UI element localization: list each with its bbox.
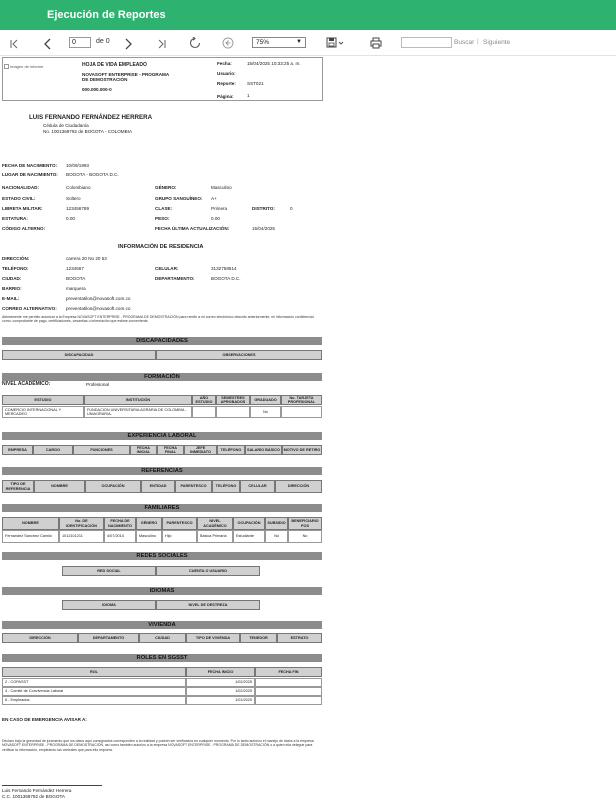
chevron-down-icon: ▼ — [296, 39, 302, 45]
last-page-button[interactable] — [156, 35, 168, 53]
phone-label: TELÉFONO: — [2, 266, 29, 271]
page-total: de 0 — [96, 38, 110, 45]
table-cell: No — [288, 530, 322, 543]
table-cell: 1/02/2025 — [186, 678, 255, 687]
col-telefono: TELÉFONO — [217, 445, 245, 455]
broken-image-icon — [4, 64, 9, 69]
col-viv-departamento: DEPARTAMENTO — [78, 633, 139, 643]
weight-value: 0.00 — [211, 216, 220, 221]
last-page-icon — [157, 39, 167, 49]
col-fam-parentesco: PARENTESCO — [162, 517, 197, 530]
col-cuenta: CUENTA O USUARIO — [156, 566, 260, 576]
col-viv-tenedor: TENEDOR — [240, 633, 277, 643]
col-fam-nombre: NOMBRE — [2, 517, 59, 530]
table-cell — [255, 696, 322, 705]
table-cell — [281, 406, 322, 418]
district-label: DISTRITO: — [252, 206, 275, 211]
alt-email-value: preventatilon@novasoft.com.co — [66, 306, 131, 311]
printer-icon — [370, 37, 382, 49]
col-cargo: CARGO — [33, 445, 73, 455]
table-cell — [216, 406, 250, 418]
col-telefono-ref: TELÉFONO — [212, 480, 240, 493]
page-number-input[interactable]: 0 — [69, 37, 91, 48]
table-cell: 1/02/2025 — [186, 687, 255, 696]
col-semestres: SEMESTRES APROBADOS — [216, 395, 250, 405]
report-viewer — [0, 56, 616, 808]
section-work-experience: EXPERIENCIA LABORAL — [2, 432, 322, 440]
gender-value: Masculino — [211, 185, 232, 190]
search-input[interactable] — [401, 37, 452, 48]
col-fecha-fin: FECHA FIN — [255, 667, 322, 677]
blood-group-value: A+ — [211, 196, 217, 201]
table-cell: 2 - COPASST — [2, 678, 186, 687]
document-title: HOJA DE VIDA EMPLEADO — [82, 62, 147, 68]
table-cell: Masculino — [136, 530, 162, 543]
birth-place-label: LUGAR DE NACIMIENTO: — [2, 172, 58, 177]
section-disabilities: DISCAPACIDADES — [2, 337, 322, 345]
section-housing: VIVIENDA — [2, 621, 322, 629]
mobile-value: 3132758614 — [211, 266, 237, 271]
meta-page-label: Página: — [217, 94, 234, 99]
table-cell: COMERCIO INTERNACIONAL Y MERCADEO — [2, 406, 84, 418]
col-viv-tipo: TIPO DE VIVIENDA — [186, 633, 240, 643]
alt-email-label: CORREO ALTERNATIVO: — [2, 306, 57, 311]
toolbar-separator: | — [477, 38, 479, 45]
neighborhood-value: marquera — [66, 286, 86, 291]
refresh-button[interactable] — [188, 34, 202, 52]
table-cell: Estudiante — [233, 530, 265, 543]
back-button[interactable] — [221, 34, 235, 52]
search-link[interactable]: Buscar — [454, 39, 475, 46]
address-value: carrera 20 No 20 53 — [66, 256, 107, 261]
section-education: FORMACIÓN — [2, 373, 322, 381]
table-cell: 6 - Empleados — [2, 696, 186, 705]
height-value: 0.00 — [66, 216, 75, 221]
meta-page-value: 1 — [247, 93, 250, 98]
section-languages: IDIOMAS — [2, 587, 322, 595]
table-cell: 1012101211 — [59, 530, 104, 543]
col-rol: ROL — [2, 667, 186, 677]
academic-level-label: NIVEL ACADÉMICO: — [2, 381, 51, 387]
class-value: Primera — [211, 206, 228, 211]
employee-doc-number: No. 1001369792 de BOGOTA - COLOMBIA — [43, 129, 133, 134]
col-fam-ocupacion: OCUPACIÓN — [233, 517, 265, 530]
phone-value: 1234567 — [66, 266, 84, 271]
col-celular: CELULAR — [240, 480, 275, 493]
department-value: BOGOTA D.C. — [211, 276, 241, 281]
next-page-button[interactable] — [122, 35, 134, 53]
neighborhood-label: BARRIO: — [2, 286, 22, 291]
col-direccion: DIRECCIÓN — [275, 480, 322, 493]
city-label: CIUDAD: — [2, 276, 22, 281]
military-card-value: 123456789 — [66, 206, 89, 211]
back-circle-icon — [222, 37, 234, 49]
signature-name: Luis Fernando Fernández Herrera — [2, 788, 72, 793]
address-label: DIRECCIÓN: — [2, 256, 30, 261]
title-bar — [0, 0, 616, 30]
table-cell: No — [250, 406, 281, 418]
col-nombre: NOMBRE — [34, 480, 85, 493]
save-icon — [326, 37, 346, 49]
col-viv-ciudad: CIUDAD — [139, 633, 186, 643]
col-fam-beneficiario: BENEFICIARIO POS — [288, 517, 322, 530]
company-name: NOVASOFT ENTERPRISE - PROGRAMA DE DEMOSTRACIÓN — [82, 72, 170, 82]
meta-date-label: Fecha: — [217, 61, 232, 66]
nationality-label: NACIONALIDAD: — [2, 185, 40, 190]
section-social-networks: REDES SOCIALES — [2, 552, 322, 560]
col-salario: SALARIO BÁSICO — [245, 445, 282, 455]
zoom-value: 75% — [256, 39, 270, 46]
table-cell: 4 - Comité de Convivencia Laboral — [2, 687, 186, 696]
col-idioma: IDIOMA — [62, 600, 156, 610]
table-cell — [255, 678, 322, 687]
meta-user-label: Usuario: — [217, 71, 236, 76]
col-graduado: GRADUADO — [250, 395, 281, 405]
email-label: E-MAIL: — [2, 296, 20, 301]
col-fecha-inicio: FECHA INICIO — [186, 667, 255, 677]
col-tipo-referencia: TIPO DE REFERENCIA — [2, 480, 34, 493]
section-family: FAMILIARES — [2, 504, 322, 512]
col-entidad: ENTIDAD — [141, 480, 175, 493]
residence-title: INFORMACIÓN DE RESIDENCIA — [118, 244, 204, 250]
report-toolbar — [0, 30, 616, 56]
col-institucion: INSTITUCIÓN — [84, 395, 192, 405]
table-cell: FUNDACION UNIVERSITARIA AGRARIA DE COLOMBIA -UNIAGRARIA- — [84, 406, 192, 418]
academic-level-value: Profesional — [86, 382, 109, 387]
section-sgsst-roles: ROLES EN SGSST — [2, 654, 322, 662]
col-empresa: EMPRESA — [2, 445, 33, 455]
alt-code-label: CÓDIGO ALTERNO: — [2, 226, 46, 231]
table-cell — [192, 406, 216, 418]
city-value: BOGOTA — [66, 276, 86, 281]
signature-line — [2, 785, 102, 786]
previous-page-button[interactable] — [42, 35, 54, 53]
consent-paragraph: Atentamente me permito autorizar a la Empresa NOVASOFT ENTERPRISE - PROGRAMA DE DEMOSTRACIÓN para remitir a mi correo electrónico descrito anteriormente, mi información confidencial como: comprobante de pago, certificaciones, cesantías o información que estime conveniente. — [2, 315, 314, 324]
declaration-paragraph: Declaro bajo la gravedad de juramento que los datos aquí consignados corresponden a la realidad y podrán ser verificados en cualquier momento. Por lo tanto autorizo el manejo de datos a la empresa NOVASOFT ENTERPRISE - PROGRAMA DE DEMOSTRACIÓN, así como también autorizo a la empresa NOVASOFT ENTERPRISE - PROGRAMA DE DEMOSTRACIÓN o a quien ella delegue para verificar la información, empleando las centrales que para ello requiera. — [2, 739, 314, 752]
table-cell: Fernandez Sanchez Camilo — [2, 530, 59, 543]
civil-status-value: Soltero — [66, 196, 81, 201]
class-label: CLASE: — [155, 206, 173, 211]
meta-date-value: 15/04/2025 10:33:25 a. m. — [247, 61, 301, 66]
height-label: ESTATURA: — [2, 216, 28, 221]
report-logo — [4, 64, 43, 69]
col-motivo-retiro: MOTIVO DE RETIRO — [282, 445, 322, 455]
blood-group-label: GRUPO SANGUÍNEO: — [155, 196, 203, 201]
birth-date-label: FECHA DE NACIMIENTO: — [2, 163, 58, 168]
next-result-link[interactable]: Siguiente — [483, 39, 511, 46]
first-page-button[interactable] — [8, 35, 20, 53]
district-value: 0 — [290, 206, 293, 211]
col-red-social: RED SOCIAL — [62, 566, 156, 576]
col-fecha-final: FECHA FINAL — [157, 445, 184, 455]
military-card-label: LIBRETA MILITAR: — [2, 206, 43, 211]
chevron-left-icon — [43, 38, 53, 50]
chevron-right-icon — [123, 38, 133, 50]
last-update-label: FECHA ÚLTIMA ACTUALIZACIÓN: — [155, 226, 230, 231]
meta-report-label: Reporte: — [217, 81, 236, 86]
col-fam-nacimiento: FECHA DE NACIMIENTO — [104, 517, 136, 530]
company-nit: 000.000.000-0 — [82, 87, 112, 92]
emergency-contact-label: EN CASO DE EMERGENCIA AVISAR A: — [2, 717, 87, 722]
table-cell: 4/07/2014 — [104, 530, 136, 543]
email-value: preventatilon@novasoft.com.co — [66, 296, 131, 301]
col-viv-direccion: DIRECCIÓN — [2, 633, 78, 643]
col-estudio: ESTUDIO — [2, 395, 84, 405]
report-logo-alt: Imagen de informe — [10, 64, 44, 69]
col-anio-estudio: AÑO ESTUDIO — [192, 395, 216, 405]
signature-doc: C.C. 1001369792 de BOGOTA — [2, 794, 65, 799]
export-button[interactable] — [325, 34, 347, 52]
col-parentesco: PARENTESCO — [175, 480, 212, 493]
employee-doc-type: Cédula de Ciudadanía — [43, 123, 89, 128]
refresh-icon — [189, 37, 201, 49]
nationality-value: Colombiano — [66, 185, 91, 190]
col-fam-nivel: NIVEL ACADÉMICO — [197, 517, 233, 530]
civil-status-label: ESTADO CIVIL: — [2, 196, 36, 201]
birth-place-value: BOGOTA - BOGOTA D.C. — [66, 172, 119, 177]
col-fam-identificacion: No. DE IDENTIFICACIÓN — [59, 517, 104, 530]
zoom-select[interactable] — [252, 37, 306, 48]
col-fam-genero: GÉNERO — [136, 517, 162, 530]
col-fam-subsidio: SUBSIDIO — [265, 517, 288, 530]
col-funciones: FUNCIONES — [73, 445, 130, 455]
table-cell: 1/01/2025 — [186, 696, 255, 705]
birth-date-value: 10/09/1993 — [66, 163, 89, 168]
employee-name: LUIS FERNANDO FERNÁNDEZ HERRERA — [29, 114, 153, 121]
app-title: Ejecución de Reportes — [47, 9, 166, 21]
last-update-value: 15/04/2025 — [252, 226, 275, 231]
meta-report-value: SST021 — [247, 81, 264, 86]
weight-label: PESO: — [155, 216, 170, 221]
department-label: DEPARTAMENTO: — [155, 276, 195, 281]
table-cell — [255, 687, 322, 696]
print-button[interactable] — [369, 34, 383, 52]
col-jefe: JEFE INMEDIATO — [184, 445, 217, 455]
col-viv-estrato: ESTRATO — [277, 633, 322, 643]
col-tarjeta: No. TARJETA PROFESIONAL — [281, 395, 322, 405]
col-observaciones: OBSERVACIONES — [156, 350, 322, 360]
gender-label: GÉNERO: — [155, 185, 177, 190]
mobile-label: CELULAR: — [155, 266, 179, 271]
section-references: REFERENCIAS — [2, 467, 322, 475]
table-cell: Hijo — [162, 530, 197, 543]
col-fecha-inicial: FECHA INICIAL — [130, 445, 157, 455]
table-cell: Básica Primaria — [197, 530, 233, 543]
col-ocupacion: OCUPACIÓN — [85, 480, 141, 493]
first-page-icon — [9, 39, 19, 49]
col-discapacidad: DISCAPACIDAD — [2, 350, 156, 360]
table-cell: No — [265, 530, 288, 543]
col-nivel-destreza: NIVEL DE DESTREZA — [156, 600, 260, 610]
